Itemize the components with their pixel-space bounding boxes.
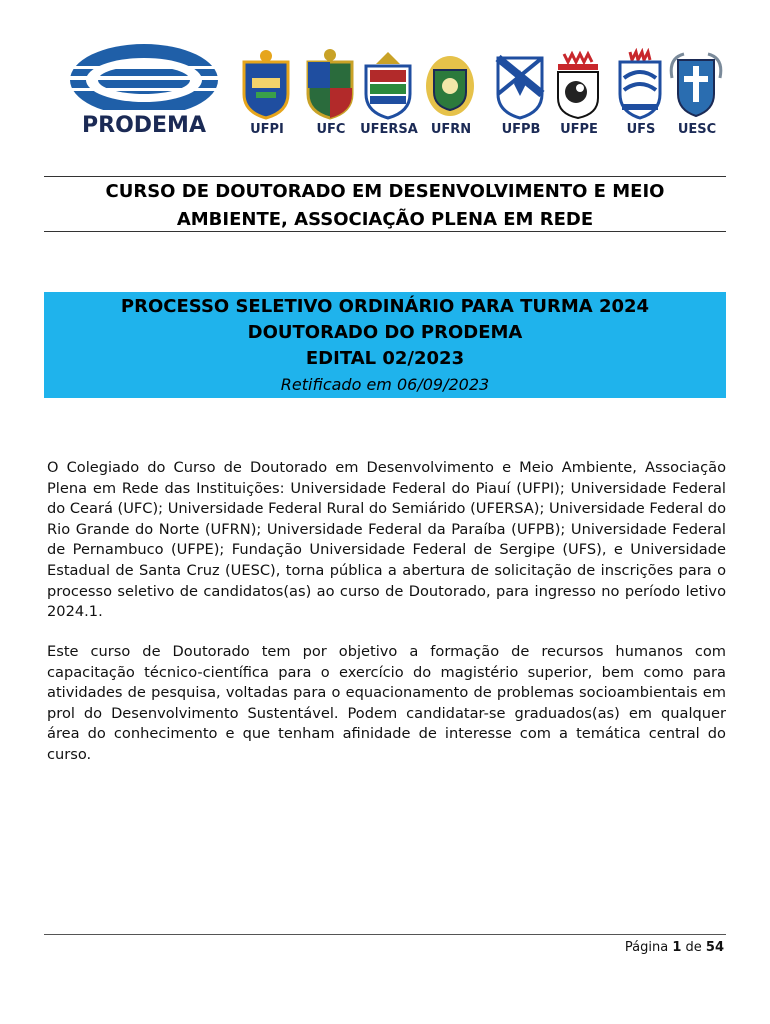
current-page: 1 — [672, 940, 682, 955]
ufpb-logo — [492, 48, 550, 138]
uesc-label: UESC — [677, 122, 717, 137]
ufpb-label: UFPB — [501, 122, 541, 137]
course-title-block — [44, 176, 726, 232]
ufpi-label: UFPI — [250, 122, 284, 137]
page-number — [625, 940, 724, 955]
footer-divider — [44, 934, 726, 935]
prodema-wordmark: PRODEMA — [82, 113, 206, 136]
intro-paragraph: O Colegiado do Curso de Doutorado em Desenvolvimento e Meio Ambiente, Associação Plena em Rede das Instituições: Universidade Federal do Piauí (UFPI); Universidade Federal do Ceará (UFC); Universidade Federal Rural do Semiárido (UFERSA); Universidade Federal do Rio Grande do Norte (UFRN); Universidade Federal da Paraíba (UFPB); Universidade Federal de Pernambuco (UFPE); Fundação Universidade Federal de Sergipe (UFS), e Universidade Estadual de Santa Cruz (UESC), torna pública a abertura de solicitação de inscrições para o processo seletivo de candidatos(as) ao curso de Doutorado, para ingresso no período letivo 2024.1. — [47, 459, 726, 621]
course-title-line-1: CURSO DE DOUTORADO EM DESENVOLVIMENTO E MEIO — [105, 181, 665, 202]
ufs-label: UFS — [626, 122, 656, 137]
ufpi-logo — [238, 48, 296, 138]
edital-program-title: DOUTORADO DO PRODEMA — [247, 322, 523, 343]
edital-rectified-date: Retificado em 06/09/2023 — [280, 375, 490, 394]
ufrn-label: UFRN — [430, 122, 472, 137]
edital-number: EDITAL 02/2023 — [305, 348, 465, 369]
ufersa-logo — [360, 48, 418, 138]
edital-banner — [44, 292, 726, 398]
ufc-label: UFC — [316, 122, 346, 137]
institution-logos — [64, 40, 724, 140]
ufrn-logo — [422, 48, 480, 138]
page-separator: de — [685, 940, 702, 955]
course-title-line-2: AMBIENTE, ASSOCIAÇÃO PLENA EM REDE — [176, 209, 594, 230]
total-pages: 54 — [705, 940, 724, 955]
ufpe-logo — [550, 48, 608, 138]
ufersa-label: UFERSA — [360, 122, 418, 137]
objective-paragraph: Este curso de Doutorado tem por objetivo a formação de recursos humanos com capacitação técnico-científica para o exercício do magistério superior, bem como para atividades de pesquisa, voltadas para o equacionamento de problemas socioambientais em prol do Desenvolvimento Sustentável. Podem candidatar-se graduados(as) em qualquer área do conhecimento e que tenham afinidade de interesse com a temática central do curso. — [47, 643, 726, 763]
page-label: Página — [624, 940, 669, 955]
ufpe-label: UFPE — [560, 122, 598, 137]
edital-process-title: PROCESSO SELETIVO ORDINÁRIO PARA TURMA 2024 — [120, 296, 650, 317]
uesc-logo — [668, 48, 726, 138]
prodema-logo — [64, 40, 224, 136]
ufs-logo — [612, 48, 670, 138]
ufc-logo — [302, 48, 360, 138]
